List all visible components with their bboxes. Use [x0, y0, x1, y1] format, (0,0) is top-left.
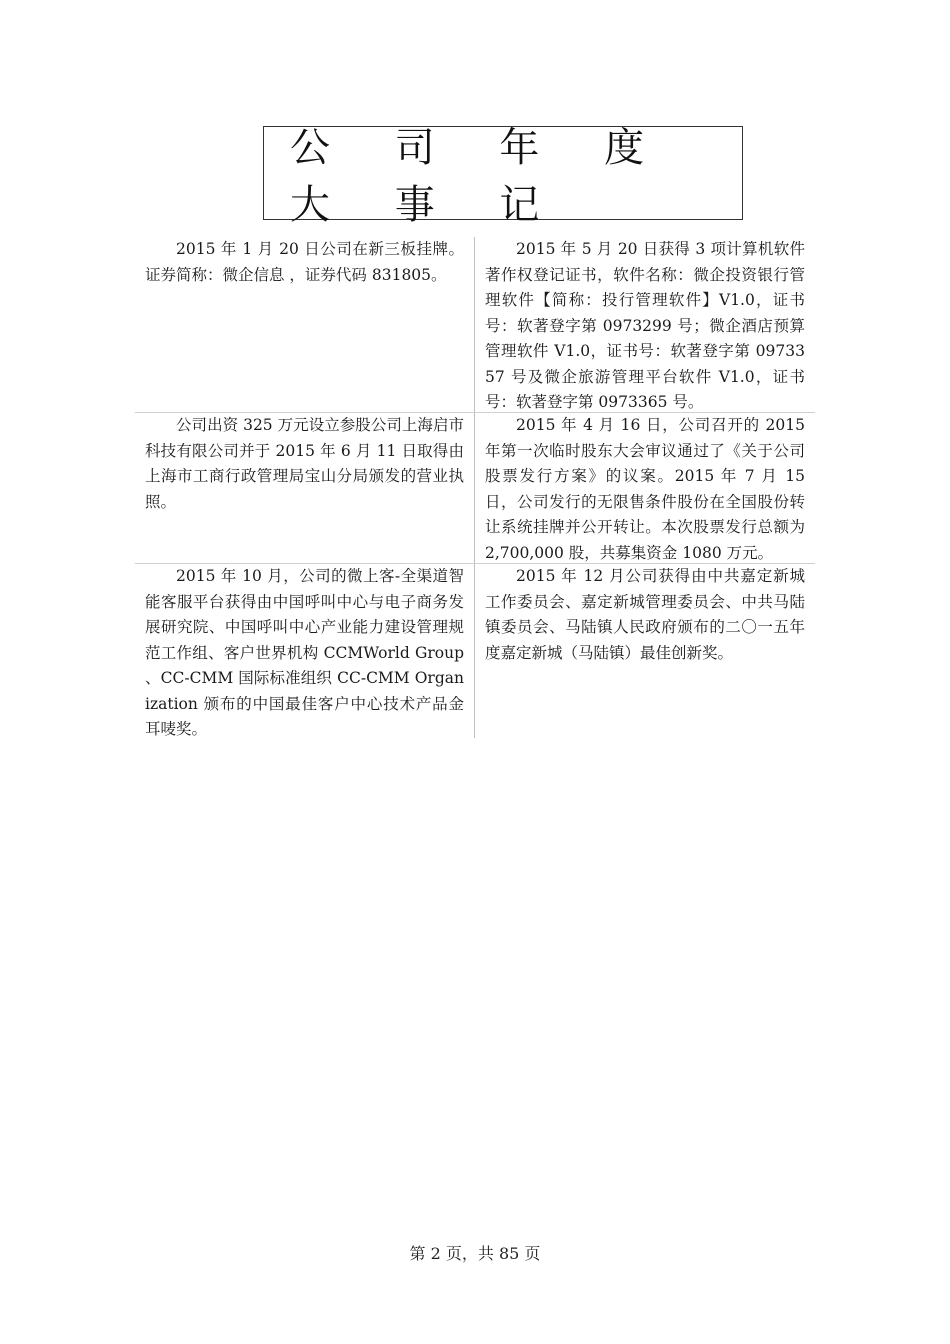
event-cell: 2015 年 12 月公司获得由中共嘉定新城工作委员会、嘉定新城管理委员会、中共马陆镇委员会、马陆镇人民政府颁布的二〇一五年度嘉定新城（马陆镇）最佳创新奖。 — [485, 567, 805, 662]
event-row — [135, 237, 815, 413]
event-cell: 2015 年 4 月 16 日，公司召开的 2015 年第一次临时股东大会审议通过了《关于公司股票发行方案》的议案。2015 年 7 月 15 日，公司发行的无限售条件股份在全国股份转让系统挂牌并公开转让。本次股票发行总额为 2,700,000 股，共募集资金 1080 万元。 — [485, 416, 805, 562]
page-title: 公 司 年 度 大 事 记 — [290, 125, 671, 228]
title-box — [263, 125, 743, 228]
event-cell: 公司出资 325 万元设立参股公司上海启市科技有限公司并于 2015 年 6 月 11 日取得由上海市工商行政管理局宝山分局颁发的营业执照。 — [135, 413, 475, 563]
event-cell: 2015 年 5 月 20 日获得 3 项计算机软件著作权登记证书，软件名称：微企投资银行管理软件【简称：投行管理软件】V1.0，证书号：软著登字第 0973299 号；微企酒店预算管理软件 V1.0，证书号：软著登字第 0973357 号及微企旅游管理平台软件 V1.0，证书号：软著登字第 0973365 号。 — [485, 240, 805, 411]
page-footer: 第 2 页，共 85 页 — [409, 1244, 541, 1263]
events-table — [135, 237, 815, 738]
event-row — [135, 413, 815, 564]
event-cell: 2015 年 10 月，公司的微上客-全渠道智能客服平台获得由中国呼叫中心与电子商务发展研究院、中国呼叫中心产业能力建设管理规范工作组、客户世界机构 CCMWorld Group 、CC-CMM 国际标准组织 CC-CMM Organization 颁布的中国最佳客户中心技术产品金耳唛奖。 — [135, 564, 475, 738]
event-cell: 2015 年 1 月 20 日公司在新三板挂牌。证券简称：微企信息 ，证券代码 831805。 — [135, 237, 475, 412]
event-row — [135, 564, 815, 738]
